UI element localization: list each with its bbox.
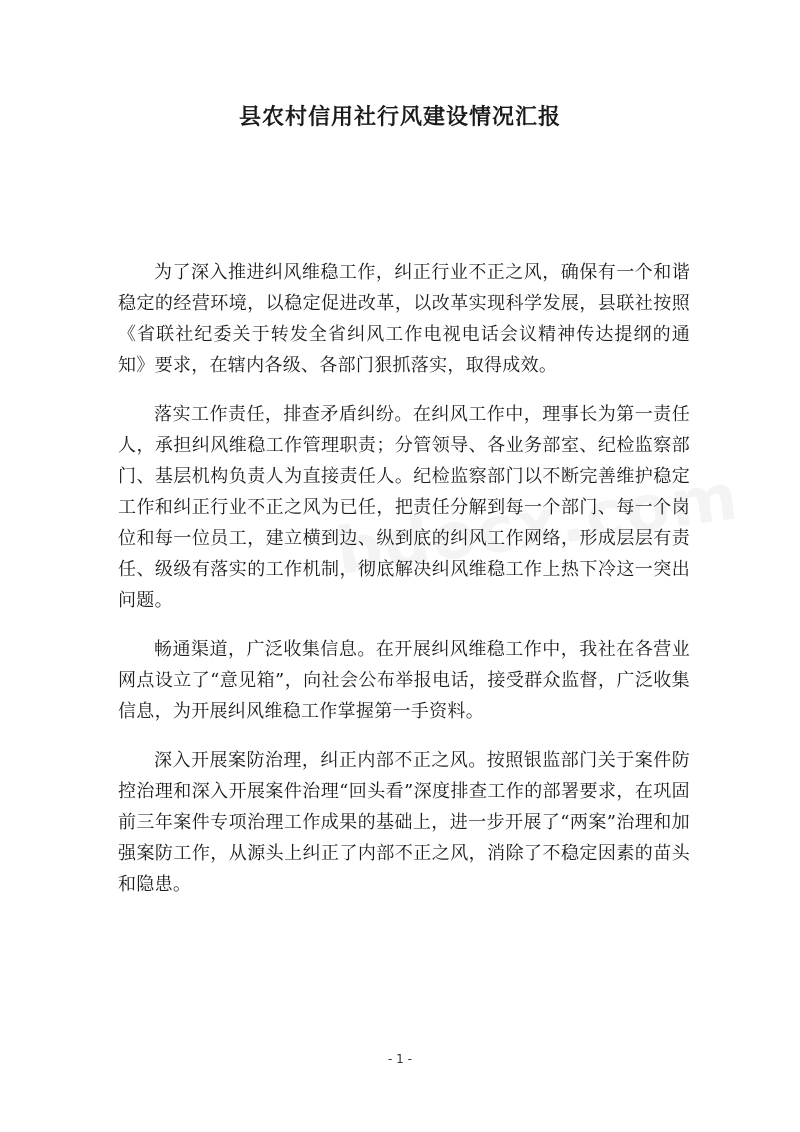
paragraph-channels: 畅通渠道，广泛收集信息。在开展纠风维稳工作中，我社在各营业网点设立了“意见箱”，向社会公布举报电话，接受群众监督，广泛收集信息，为开展纠风维稳工作掌握第一手资料。 [118,639,690,722]
paragraph-case-prevention: 深入开展案防治理，纠正内部不正之风。按照银监部门关于案件防控治理和深入开展案件治理“回头看”深度排查工作的部署要求，在巩固前三年案件专项治理工作成果的基础上，进一步开展了“两案”治理和加强案防工作，从源头上纠正了内部不正之风，消除了不稳定因素的苗头和隐患。 [118,750,690,895]
paragraph-responsibility: 落实工作责任，排查矛盾纠纷。在纠风工作中，理事长为第一责任人，承担纠风维稳工作管理职责；分管领导、各业务部室、纪检监察部门、基层机构负责人为直接责任人。纪检监察部门以不断完善维护稳定工作和纠正行业不正之风为已任，把责任分解到每一个部门、每一个岗位和每一位员工，建立横到边、纵到底的纠风工作网络，形成层层有责任、级级有落实的工作机制，彻底解决纠风维稳工作上热下冷这一突出问题。 [118,404,690,611]
document-body [118,257,690,918]
document-title: 县农村信用社行风建设情况汇报 [238,105,561,130]
page-number: - 1 - [388,1052,412,1066]
paragraph-intro: 为了深入推进纠风维稳工作，纠正行业不正之风，确保有一个和谐稳定的经营环境，以稳定促进改革，以改革实现科学发展，县联社按照《省联社纪委关于转发全省纠风工作电视电话会议精神传达提纲的通知》要求，在辖内各级、各部门狠抓落实，取得成效。 [118,262,690,376]
